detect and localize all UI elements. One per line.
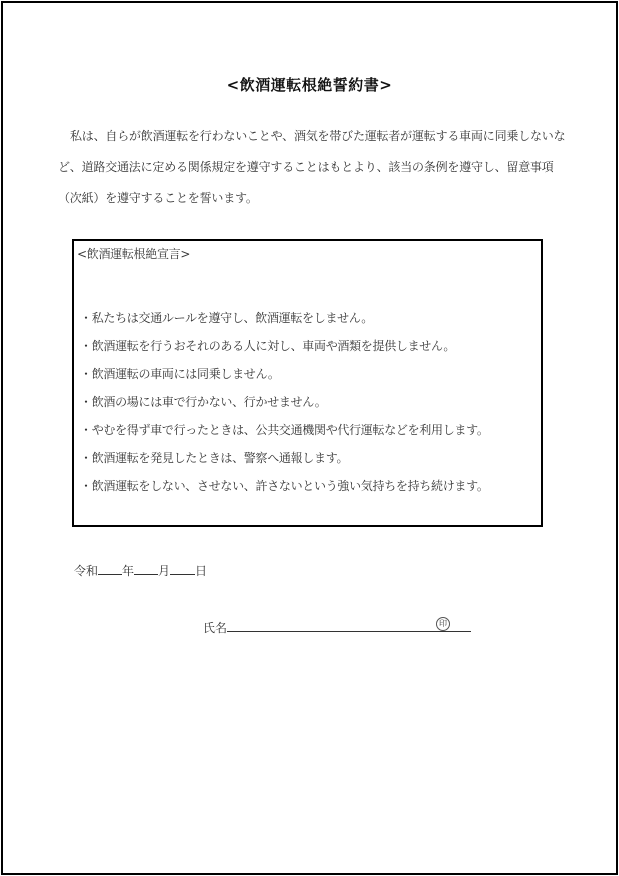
name-field[interactable] [227, 618, 471, 632]
month-blank[interactable] [134, 561, 158, 575]
declaration-item: ・飲酒運転の車両には同乗しません。 [80, 367, 280, 381]
era-label: 令和 [74, 564, 99, 578]
declaration-item: ・飲酒運転を発見したときは、警察へ通報します。 [80, 451, 349, 465]
declaration-item: ・飲酒運転をしない、させない、許さないという強い気持ちを持ち続けます。 [80, 479, 489, 493]
document-title: <飲酒運転根絶誓約書> [226, 76, 393, 94]
declaration-item: ・飲酒の場には車で行かない、行かせません。 [80, 395, 327, 409]
date-row [74, 561, 207, 580]
declaration-heading: <飲酒運転根絶宣言> [77, 247, 191, 261]
declaration-item: ・やむを得ず車で行ったときは、公共交通機関や代行運転などを利用します。 [80, 423, 489, 437]
day-blank[interactable] [170, 561, 195, 575]
day-label: 日 [195, 564, 208, 578]
year-label: 年 [122, 564, 135, 578]
year-blank[interactable] [98, 561, 122, 575]
declaration-list [80, 304, 535, 500]
pledge-paragraph: 私は、自らが飲酒運転を行わないことや、酒気を帯びた運転者が運転する車両に同乗しないなど、道路交通法に定める関係規定を遵守することはもとより、該当の条例を遵守し、留意事項（次紙）を遵守することを誓います。 [58, 129, 566, 205]
month-label: 月 [158, 564, 171, 578]
declaration-item: ・飲酒運転を行うおそれのある人に対し、車両や酒類を提供しません。 [80, 339, 456, 353]
declaration-item: ・私たちは交通ルールを遵守し、飲酒運転をしません。 [80, 311, 373, 325]
name-label: 氏名 [203, 621, 228, 635]
signature-row [203, 618, 471, 637]
seal-mark: 印 [436, 617, 450, 631]
declaration-box [72, 239, 543, 527]
